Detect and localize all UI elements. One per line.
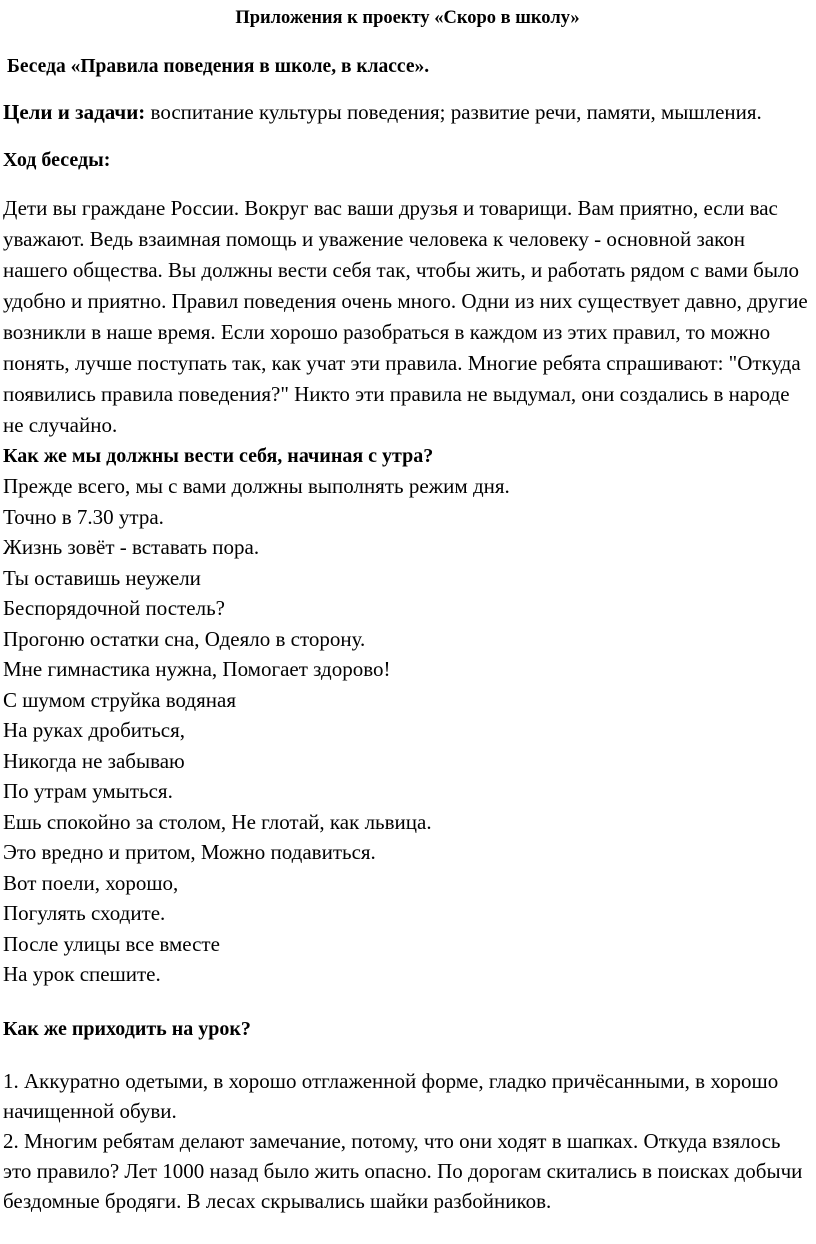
poem-line: По утрам умыться.	[3, 779, 173, 803]
poem-line: С шумом струйка водяная	[3, 687, 236, 712]
poem-line: Погулять сходите.	[3, 901, 166, 925]
morning-question: Как же мы должны вести себя, начиная с утра?	[3, 445, 434, 467]
poem-line: Мне гимнастика нужна, Помогает здорово!	[3, 657, 391, 681]
poem-line: На руках дробиться,	[3, 718, 186, 742]
poem-line: Ешь спокойно за столом, Не глотай, как львица.	[3, 809, 432, 834]
poem-line: Вот поели, хорошо,	[3, 870, 179, 895]
poem-line: На урок спешите.	[3, 962, 161, 986]
conversation-title: Беседа «Правила поведения в школе, в классе».	[7, 56, 430, 77]
goals-paragraph	[3, 97, 812, 127]
poem	[3, 471, 812, 990]
lesson-heading: Как же приходить на урок?	[3, 1017, 251, 1040]
goals-text: воспитание культуры поведения; развитие речи, памяти, мышления.	[145, 100, 762, 124]
poem-line: Прежде всего, мы с вами должны выполнять режим дня.	[3, 474, 510, 498]
poem-line: Это вредно и притом, Можно подавиться.	[3, 840, 376, 864]
poem-line: Прогоню остатки сна, Одеяло в сторону.	[3, 626, 366, 651]
poem-line: Точно в 7.30 утра.	[3, 504, 164, 529]
document-title: Приложения к проекту «Скоро в школу»	[235, 8, 580, 28]
poem-line: После улицы все вместе	[3, 931, 220, 956]
goals-label: Цели и задачи:	[3, 100, 146, 124]
poem-line: Беспорядочной постель?	[3, 596, 226, 620]
poem-line: Никогда не забываю	[3, 748, 185, 773]
list-item: 2. Многим ребятам делают замечание, потому, что они ходят в шапках. Откуда взялось это правило? Лет 1000 назад было жить опасно. По дорогам скитались в поисках добычи бездомные бродяги. В лесах скрывались шайки разбойников.	[3, 1128, 803, 1213]
poem-line: Жизнь зовёт - вставать пора.	[3, 535, 260, 559]
progress-heading: Ход беседы:	[3, 149, 111, 171]
intro-paragraph: Дети вы граждане России. Вокруг вас ваши друзья и товарищи. Вам приятно, если вас уважают. Ведь взаимная помощь и уважение человека к человеку - основной закон нашего общества. Вы должны вести себя так, чтобы жить, и работать рядом с вами было удобно и приятно. Правил поведения очень много. Одни из них существует давно, другие возникли в наше время. Если хорошо разобраться в каждом из этих правил, то можно понять, лучше поступать так, как учат эти правила. Многие ребята спрашивают: "Откуда появились правила поведения?" Никто эти правила не выдумал, они создались в народе не случайно.	[3, 196, 808, 437]
poem-line: Ты оставишь неужели	[3, 565, 201, 590]
list-item: 1. Аккуратно одетыми, в хорошо отглаженной форме, гладко причёсанными, в хорошо начищенной обуви.	[3, 1068, 779, 1123]
